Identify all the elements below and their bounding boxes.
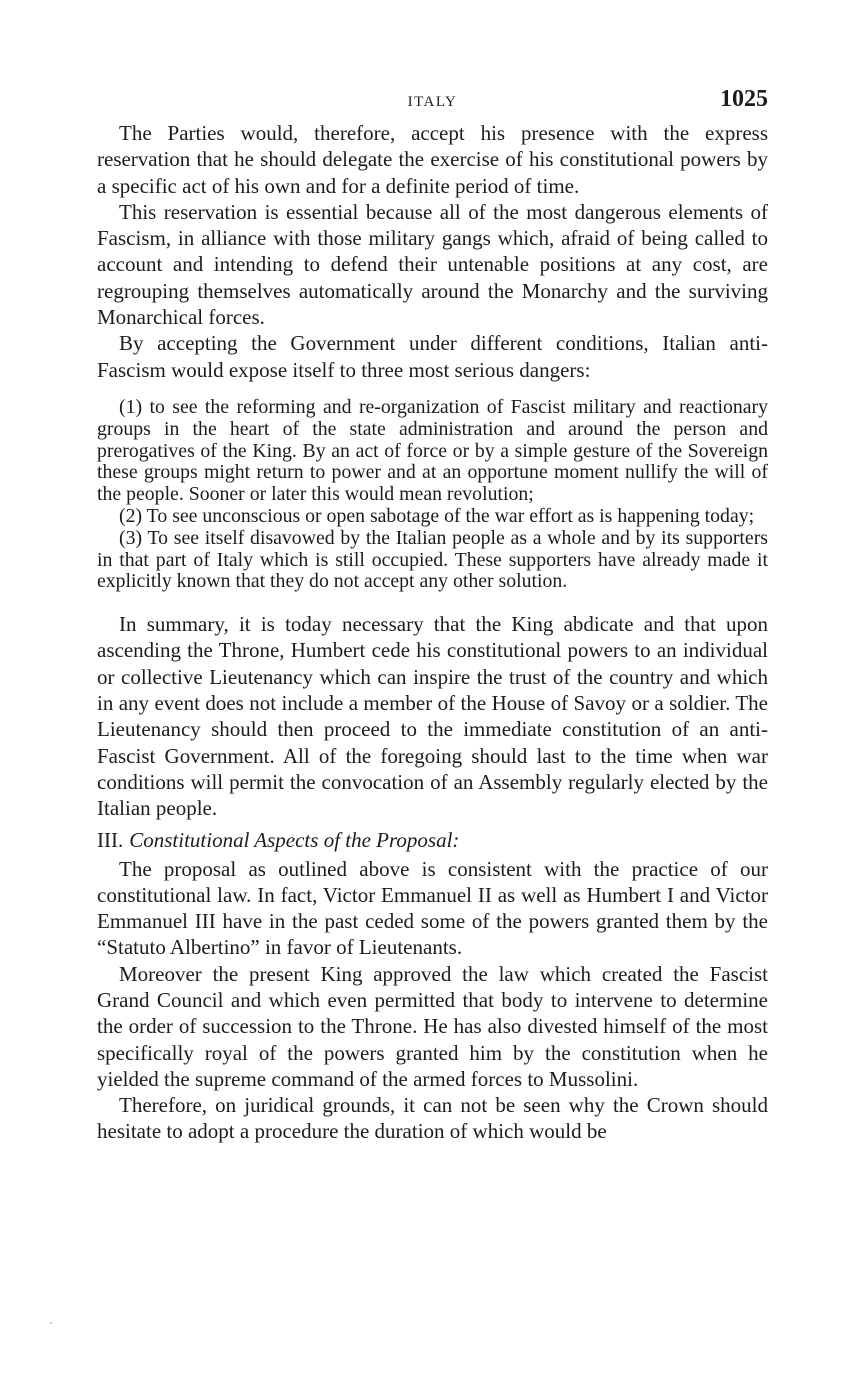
section-title: Constitutional Aspects of the Proposal: (129, 827, 460, 852)
paragraph-constitutional-practice: The proposal as outlined above is consistent with the practice of our constitutional law. In fact, Victor Emmanuel II as well as Humbert I and Victor Emmanuel III have in the past ceded some of the powers granted them by the “Statuto Albertino” in favor of Lieutenants. (97, 856, 768, 960)
running-head (97, 86, 768, 120)
document-page (97, 86, 768, 1145)
scan-speck (50, 1322, 52, 1324)
section-number: III. (97, 827, 124, 852)
dangers-list (97, 397, 768, 593)
paragraph-parties-acceptance: The Parties would, therefore, accept his presence with the express reservation that he should delegate the exercise of his constitutional powers by a specific act of his own and for a definite period of time. (97, 121, 768, 198)
page-number: 1025 (720, 86, 768, 112)
paragraph-grand-council: Moreover the present King approved the law which created the Fascist Grand Council and which even permitted that body to intervene to determine the order of succession to the Throne. He has also divested himself of the most specifically royal of the powers granted him by the constitution when he yielded the supreme command of the armed forces to Mussolini. (97, 961, 768, 1091)
section-heading (97, 826, 768, 854)
danger-item-1: (1) to see the reforming and re-organization of Fascist military and reactionary groups in the heart of the state administration and around the person and prerogatives of the King. By an act of force or by a simple gesture of the Sovereign these groups might return to power and at an opportune moment nullify the will of the people. Sooner or later this would mean revolution; (97, 395, 768, 506)
paragraph-juridical-grounds: Therefore, on juridical grounds, it can not be seen why the Crown should hesitate to adopt a procedure the duration of which would be (97, 1093, 768, 1144)
danger-item-2: (2) To see unconscious or open sabotage of the war effort as is happening today; (119, 504, 755, 527)
paragraph-summary: In summary, it is today necessary that the King abdicate and that upon ascending the Throne, Humbert cede his constitutional powers to an individual or collective Lieutenancy which can inspire the trust of the country and which in any event does not include a member of the House of Savoy or a soldier. The Lieutenancy should then proceed to the immediate constitution of an anti-Fascist Government. All of the foregoing should last to the time when war conditions will permit the convocation of an Assembly regularly elected by the Italian people. (97, 612, 768, 821)
danger-item-3: (3) To see itself disavowed by the Italian people as a whole and by its supporters in that part of Italy which is still occupied. These supporters have already made it explicitly known that they do not accept any other solution. (97, 526, 768, 593)
paragraph-reservation-essential: This reservation is essential because all of the most dangerous elements of Fascism, in alliance with those military gangs which, afraid of being called to account and intending to defend their untenable positions at any cost, are regrouping themselves automatically around the Monarchy and the surviving Monarchical forces. (97, 199, 768, 330)
paragraph-three-dangers-intro: By accepting the Government under different conditions, Italian anti-Fascism would expose itself to three most serious dangers: (97, 331, 768, 382)
running-title: ITALY (407, 94, 458, 110)
